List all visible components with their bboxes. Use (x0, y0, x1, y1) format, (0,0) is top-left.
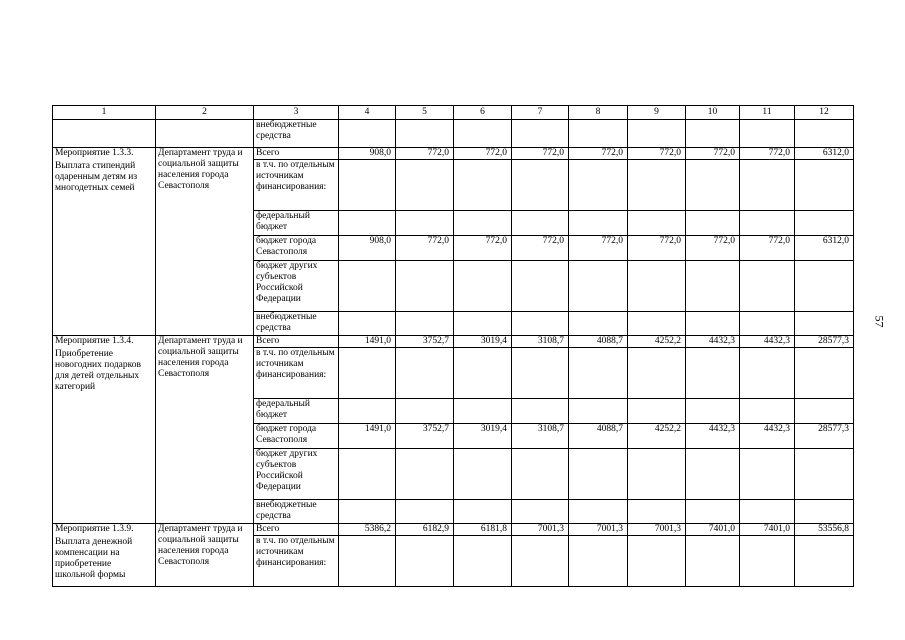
empty-cell (512, 399, 569, 424)
table-header-row (53, 106, 854, 120)
empty-cell (396, 500, 454, 524)
column-number-header: 7 (512, 106, 569, 120)
measure-cell (53, 148, 156, 336)
measure-name: Приобретение новогодних подарков для детей отдельных категорий (55, 349, 141, 392)
empty-cell (396, 261, 454, 312)
value-cell: 908,0 (339, 236, 396, 261)
empty-cell (512, 160, 569, 211)
empty-cell (740, 211, 795, 236)
empty-cell (740, 120, 795, 148)
value-cell: 4088,7 (569, 424, 628, 449)
column-number-header: 9 (628, 106, 686, 120)
empty-cell (339, 500, 396, 524)
empty-cell (686, 500, 740, 524)
value-cell: 772,0 (686, 236, 740, 261)
empty-cell (628, 500, 686, 524)
empty-cell (686, 211, 740, 236)
value-cell: 772,0 (396, 236, 454, 261)
empty-cell (396, 399, 454, 424)
column-number-header: 10 (686, 106, 740, 120)
value-cell: 53556,8 (795, 524, 854, 536)
empty-cell (795, 211, 854, 236)
empty-cell (569, 399, 628, 424)
value-cell: 7001,3 (512, 524, 569, 536)
value-cell: 772,0 (628, 236, 686, 261)
empty-cell (795, 120, 854, 148)
source-label: в т.ч. по отдельным источникам финансирования: (254, 536, 339, 587)
empty-cell (339, 536, 396, 587)
empty-cell (628, 536, 686, 587)
empty-cell (795, 160, 854, 211)
empty-cell (795, 449, 854, 500)
column-number-header: 8 (569, 106, 628, 120)
value-cell: 28577,3 (795, 424, 854, 449)
empty-cell (396, 348, 454, 399)
financing-table (52, 105, 854, 587)
value-cell: 772,0 (686, 148, 740, 160)
value-cell: 3108,7 (512, 336, 569, 348)
table-row (53, 524, 854, 536)
source-label: внебюджетные средства (254, 312, 339, 336)
empty-cell (569, 120, 628, 148)
empty-cell (454, 211, 512, 236)
empty-cell (339, 449, 396, 500)
source-label: бюджет города Севастополя (254, 424, 339, 449)
value-cell: 908,0 (339, 148, 396, 160)
column-number-header: 1 (53, 106, 156, 120)
measure-title: Мероприятие 1.3.3. (55, 148, 134, 158)
empty-cell (569, 261, 628, 312)
source-label: в т.ч. по отдельным источникам финансирования: (254, 160, 339, 211)
column-number-header: 11 (740, 106, 795, 120)
source-label: внебюджетные средства (254, 500, 339, 524)
empty-cell (569, 449, 628, 500)
value-cell: 772,0 (512, 236, 569, 261)
empty-cell (795, 399, 854, 424)
empty-cell (512, 120, 569, 148)
value-cell: 4088,7 (569, 336, 628, 348)
value-cell: 6182,9 (396, 524, 454, 536)
value-cell: 3019,4 (454, 336, 512, 348)
empty-cell (740, 449, 795, 500)
value-cell: 6312,0 (795, 236, 854, 261)
source-label: Всего (254, 148, 339, 160)
source-label: в т.ч. по отдельным источникам финансирования: (254, 348, 339, 399)
empty-cell (396, 312, 454, 336)
column-number-header: 3 (254, 106, 339, 120)
measure-cell (53, 336, 156, 524)
value-cell: 772,0 (740, 236, 795, 261)
empty-cell (339, 312, 396, 336)
column-number-header: 5 (396, 106, 454, 120)
empty-cell (686, 536, 740, 587)
empty-cell (512, 536, 569, 587)
empty-cell (339, 211, 396, 236)
measure-name: Выплата денежной компенсации на приобретение школьной формы (55, 537, 133, 580)
empty-cell (512, 500, 569, 524)
empty-cell (569, 536, 628, 587)
empty-cell (339, 160, 396, 211)
table-row (53, 336, 854, 348)
value-cell: 772,0 (628, 148, 686, 160)
executor-cell: Департамент труда и социальной защиты населения города Севастополя (156, 148, 254, 336)
empty-cell (686, 160, 740, 211)
table-row (53, 120, 854, 148)
value-cell: 3108,7 (512, 424, 569, 449)
empty-cell (454, 312, 512, 336)
empty-cell (795, 348, 854, 399)
value-cell: 5386,2 (339, 524, 396, 536)
empty-cell (339, 348, 396, 399)
source-label: бюджет других субъектов Российской Федерации (254, 261, 339, 312)
empty-cell (740, 160, 795, 211)
table-row (53, 148, 854, 160)
empty-cell (740, 261, 795, 312)
column-number-header: 6 (454, 106, 512, 120)
value-cell: 3019,4 (454, 424, 512, 449)
empty-cell (628, 312, 686, 336)
value-cell: 4432,3 (740, 336, 795, 348)
empty-cell (512, 261, 569, 312)
source-label: Всего (254, 524, 339, 536)
executor-cell: Департамент труда и социальной защиты населения города Севастополя (156, 524, 254, 587)
source-label: федеральный бюджет (254, 399, 339, 424)
measure-title: Мероприятие 1.3.9. (55, 524, 134, 534)
value-cell: 772,0 (569, 236, 628, 261)
empty-cell (454, 348, 512, 399)
value-cell: 772,0 (396, 148, 454, 160)
empty-cell (628, 449, 686, 500)
source-label: бюджет города Севастополя (254, 236, 339, 261)
empty-cell (569, 160, 628, 211)
value-cell: 4432,3 (740, 424, 795, 449)
value-cell: 3752,7 (396, 424, 454, 449)
empty-cell (740, 348, 795, 399)
value-cell: 772,0 (454, 236, 512, 261)
empty-cell (628, 261, 686, 312)
measure-cell (53, 524, 156, 587)
column-number-header: 2 (156, 106, 254, 120)
empty-cell (339, 261, 396, 312)
empty-cell (396, 211, 454, 236)
empty-cell (686, 261, 740, 312)
value-cell: 7001,3 (628, 524, 686, 536)
value-cell: 772,0 (454, 148, 512, 160)
value-cell: 1491,0 (339, 424, 396, 449)
empty-cell (396, 536, 454, 587)
empty-cell (795, 312, 854, 336)
empty-cell (569, 500, 628, 524)
measure-name: Выплата стипендий одаренным детям из многодетных семей (55, 161, 138, 193)
empty-cell (53, 120, 156, 148)
empty-cell (454, 160, 512, 211)
empty-cell (396, 160, 454, 211)
value-cell: 772,0 (740, 148, 795, 160)
value-cell: 28577,3 (795, 336, 854, 348)
empty-cell (740, 399, 795, 424)
value-cell: 1491,0 (339, 336, 396, 348)
source-label: внебюджетные средства (254, 120, 339, 148)
empty-cell (740, 312, 795, 336)
value-cell: 7401,0 (740, 524, 795, 536)
empty-cell (628, 160, 686, 211)
source-label: бюджет других субъектов Российской Федерации (254, 449, 339, 500)
page-number: 57 (872, 315, 887, 328)
empty-cell (740, 536, 795, 587)
measure-title: Мероприятие 1.3.4. (55, 336, 134, 346)
empty-cell (512, 312, 569, 336)
value-cell: 4432,3 (686, 336, 740, 348)
value-cell: 3752,7 (396, 336, 454, 348)
empty-cell (628, 120, 686, 148)
empty-cell (339, 399, 396, 424)
empty-cell (454, 261, 512, 312)
empty-cell (686, 312, 740, 336)
empty-cell (795, 261, 854, 312)
empty-cell (795, 500, 854, 524)
empty-cell (396, 120, 454, 148)
empty-cell (512, 211, 569, 236)
source-label: федеральный бюджет (254, 211, 339, 236)
value-cell: 4432,3 (686, 424, 740, 449)
empty-cell (454, 449, 512, 500)
empty-cell (628, 399, 686, 424)
empty-cell (396, 449, 454, 500)
empty-cell (339, 120, 396, 148)
empty-cell (569, 348, 628, 399)
empty-cell (454, 120, 512, 148)
empty-cell (512, 348, 569, 399)
value-cell: 6312,0 (795, 148, 854, 160)
empty-cell (686, 399, 740, 424)
empty-cell (795, 536, 854, 587)
empty-cell (686, 449, 740, 500)
empty-cell (454, 500, 512, 524)
empty-cell (454, 536, 512, 587)
empty-cell (628, 348, 686, 399)
value-cell: 6181,8 (454, 524, 512, 536)
value-cell: 4252,2 (628, 336, 686, 348)
value-cell: 4252,2 (628, 424, 686, 449)
column-number-header: 12 (795, 106, 854, 120)
value-cell: 7401,0 (686, 524, 740, 536)
executor-cell: Департамент труда и социальной защиты населения города Севастополя (156, 336, 254, 524)
empty-cell (512, 449, 569, 500)
value-cell: 772,0 (512, 148, 569, 160)
empty-cell (740, 500, 795, 524)
empty-cell (686, 348, 740, 399)
empty-cell (454, 399, 512, 424)
empty-cell (628, 211, 686, 236)
empty-cell (569, 211, 628, 236)
value-cell: 7001,3 (569, 524, 628, 536)
empty-cell (686, 120, 740, 148)
value-cell: 772,0 (569, 148, 628, 160)
empty-cell (156, 120, 254, 148)
empty-cell (569, 312, 628, 336)
column-number-header: 4 (339, 106, 396, 120)
source-label: Всего (254, 336, 339, 348)
